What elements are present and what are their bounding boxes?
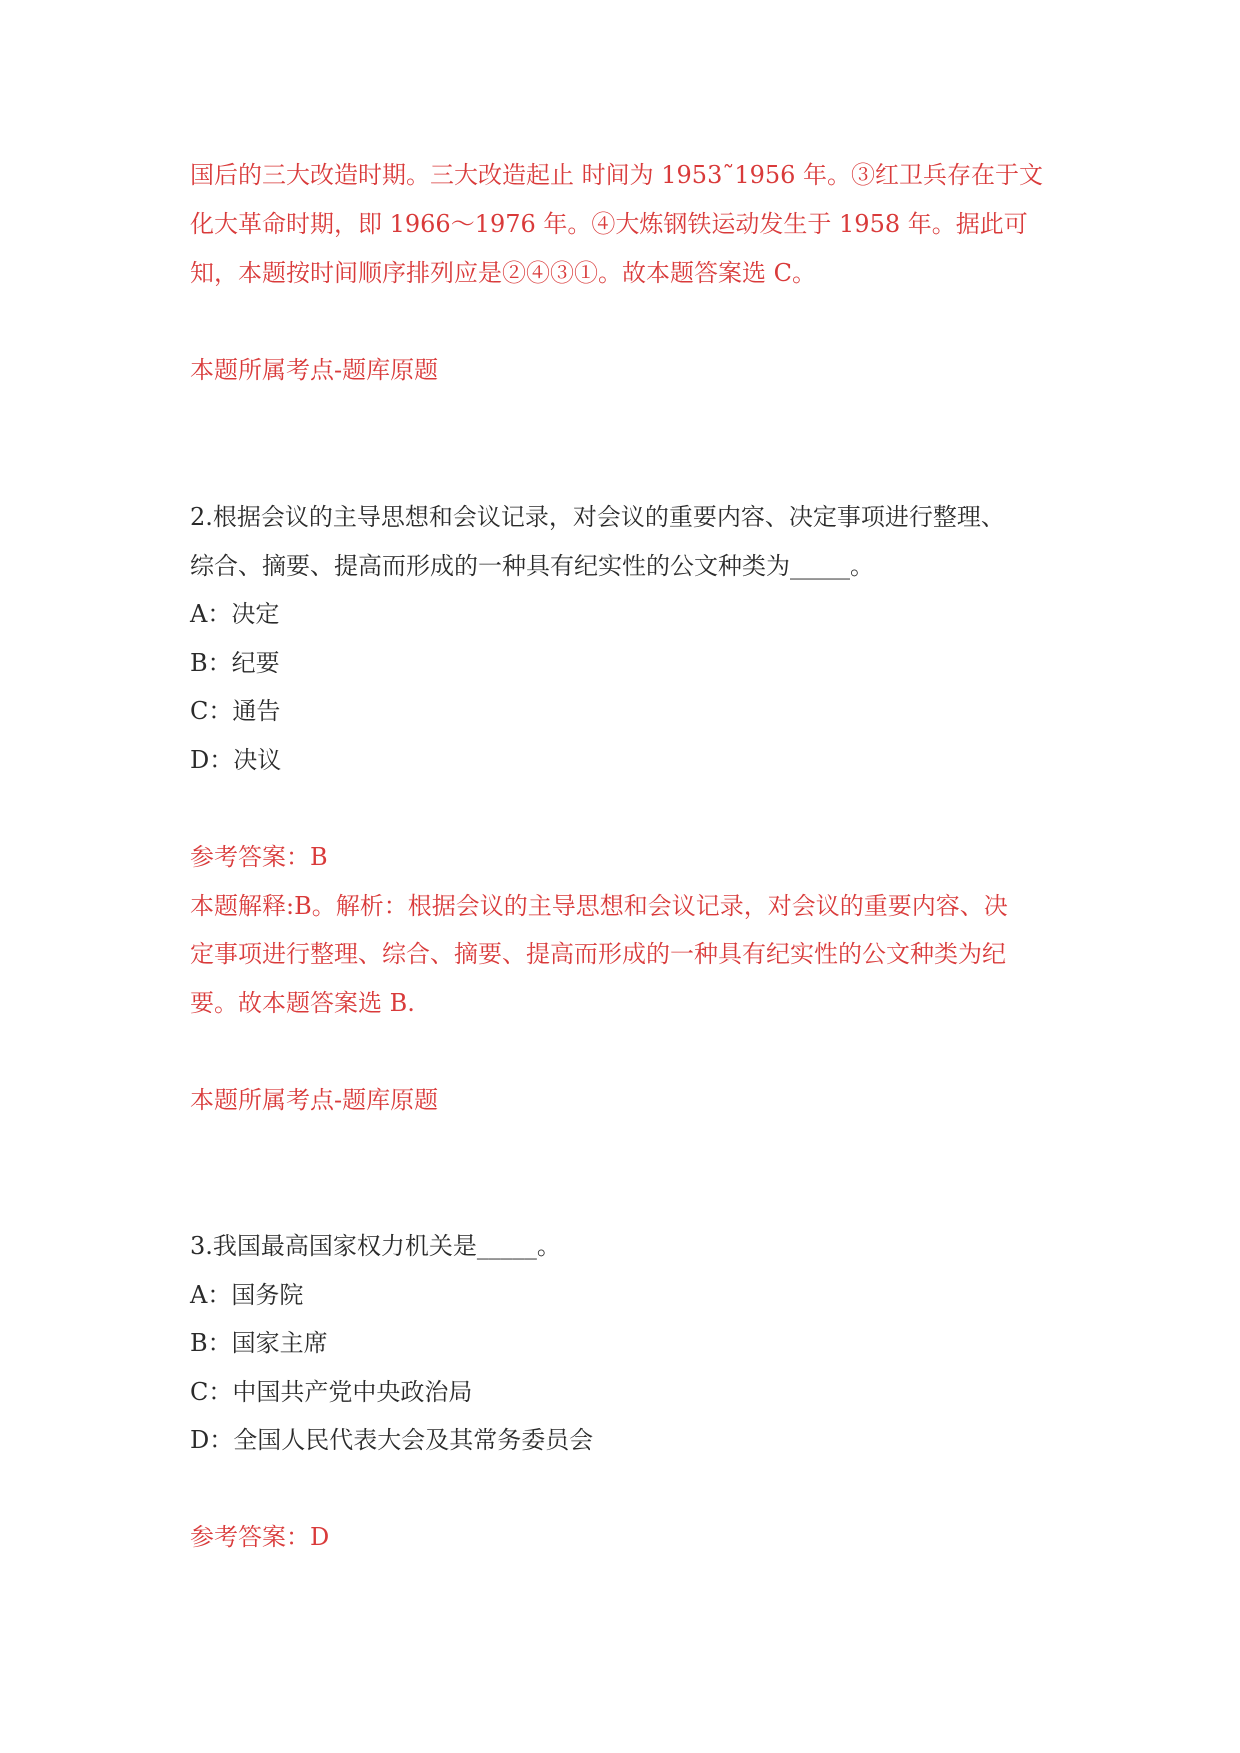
q2-explanation-line-1: 本题解释:B。解析：根据会议的主导思想和会议记录，对会议的重要内容、决 — [190, 892, 1008, 920]
q2-explanation-line-2: 定事项进行整理、综合、摘要、提高而形成的一种具有纪实性的公文种类为纪 — [190, 940, 1006, 968]
q2-explanation-line-3: 要。故本题答案选 B. — [190, 989, 415, 1017]
q3-option-a: A：国务院 — [190, 1281, 304, 1309]
q1-explanation-line-3: 知，本题按时间顺序排列应是②④③①。故本题答案选 C。 — [190, 259, 816, 287]
q2-option-d: D：决议 — [190, 746, 282, 774]
q2-stem-line-2: 综合、摘要、提高而形成的一种具有纪实性的公文种类为_____。 — [190, 552, 874, 580]
q3-option-c: C：中国共产党中央政治局 — [190, 1378, 473, 1406]
q3-answer: 参考答案：D — [190, 1523, 330, 1551]
q2-stem-line-1: 2.根据会议的主导思想和会议记录，对会议的重要内容、决定事项进行整理、 — [190, 503, 1005, 531]
q1-explanation-line-2: 化大革命时期，即 1966～1976 年。④大炼钢铁运动发生于 1958 年。据此可 — [190, 210, 1028, 238]
q1-kaodian: 本题所属考点-题库原题 — [190, 356, 439, 384]
q2-option-a: A：决定 — [190, 600, 280, 628]
q3-stem-line-1: 3.我国最高国家权力机关是_____。 — [190, 1232, 561, 1260]
q2-option-b: B：纪要 — [190, 649, 280, 677]
q1-explanation-line-1: 国后的三大改造时期。三大改造起止 时间为 1953˜1956 年。③红卫兵存在于文 — [190, 161, 1044, 189]
q3-option-b: B：国家主席 — [190, 1329, 328, 1357]
q2-answer: 参考答案：B — [190, 843, 328, 871]
q3-option-d: D：全国人民代表大会及其常务委员会 — [190, 1426, 594, 1454]
q2-option-c: C：通告 — [190, 697, 281, 725]
q2-kaodian: 本题所属考点-题库原题 — [190, 1086, 439, 1114]
